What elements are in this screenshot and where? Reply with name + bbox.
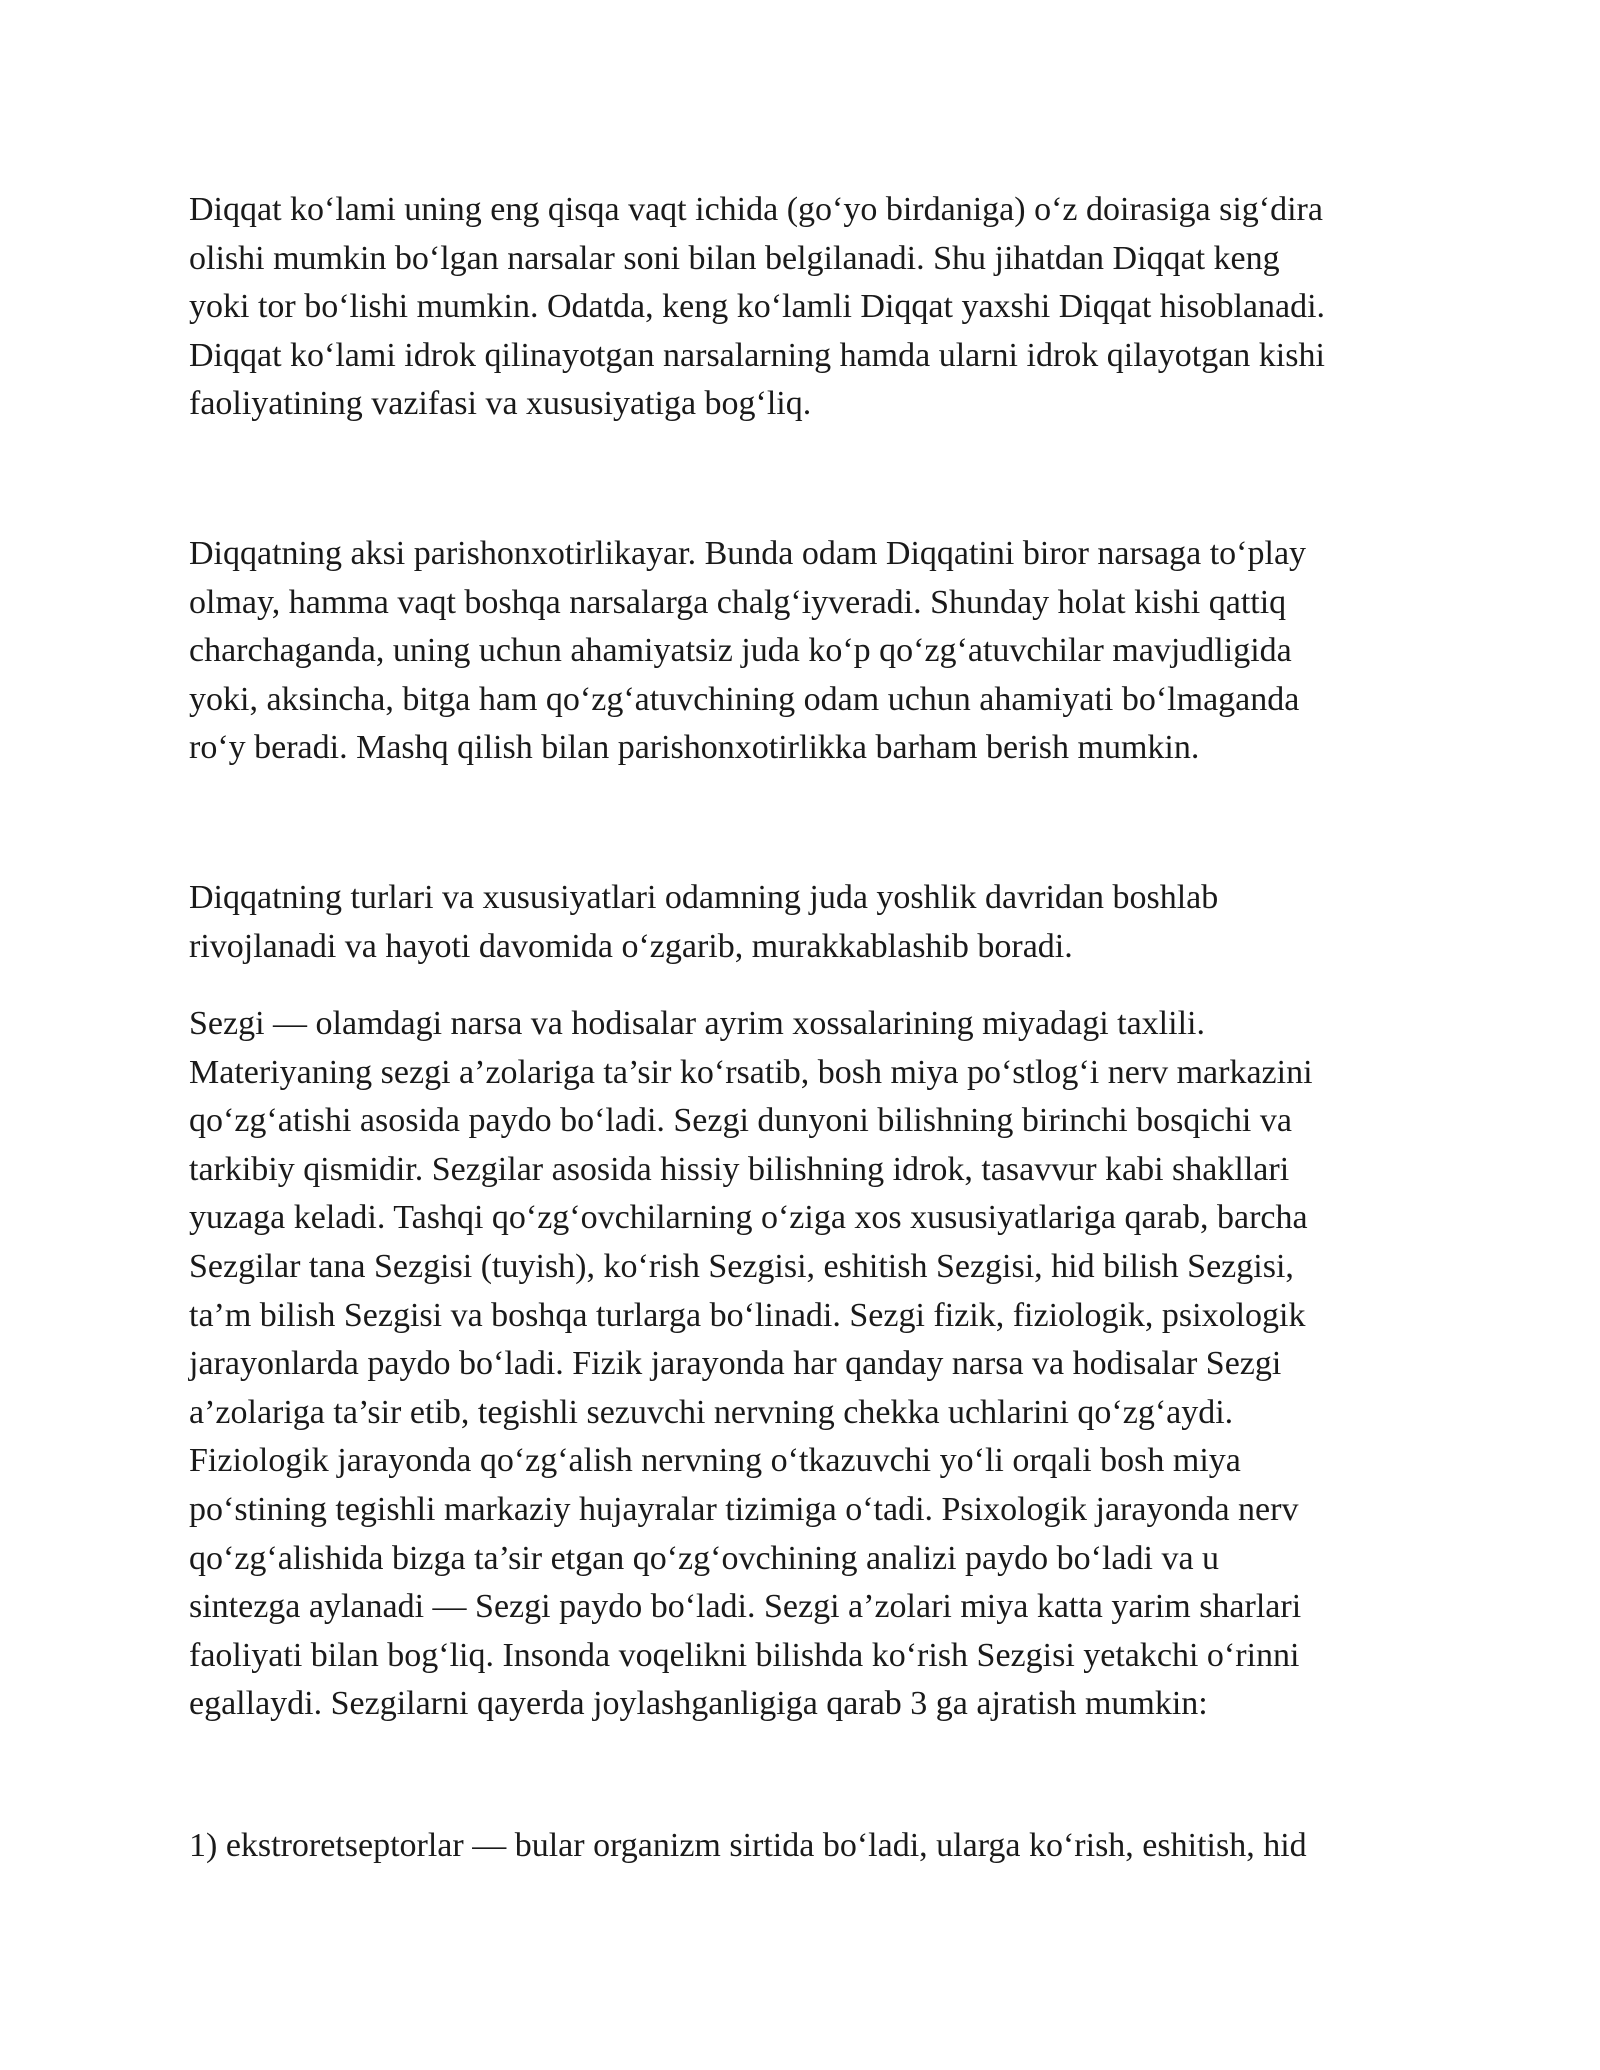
paragraph-absent-mindedness: [189, 530, 1429, 773]
text-line: po‘stining tegishli markaziy hujayralar tizimiga o‘tadi. Psixologik jarayonda nerv: [189, 1490, 1299, 1528]
text-line: rivojlanadi va hayoti davomida o‘zgarib, murakkablashib boradi.: [189, 927, 1073, 965]
text-line: qo‘zg‘alishida bizga ta’sir etgan qo‘zg‘ovchining analizi paydo bo‘ladi va u: [189, 1539, 1220, 1577]
text-line: olishi mumkin bo‘lgan narsalar soni bilan belgilanadi. Shu jihatdan Diqqat keng: [189, 239, 1280, 277]
paragraph-attention-types: [189, 874, 1429, 971]
text-line: Diqqatning turlari va xususiyatlari odamning juda yoshlik davridan boshlab: [189, 879, 1219, 916]
text-line: Materiyaning sezgi a’zolariga ta’sir ko‘rsatib, bosh miya po‘stlog‘i nerv markazini: [189, 1053, 1313, 1091]
text-line: charchaganda, uning uchun ahamiyatsiz juda ko‘p qo‘zg‘atuvchilar mavjudligida: [189, 632, 1292, 670]
text-line: egallaydi. Sezgilarni qayerda joylashganligiga qarab 3 ga ajratish mumkin:: [189, 1685, 1208, 1723]
text-line: Sezgi — olamdagi narsa va hodisalar ayrim xossalarining miyadagi taxlili.: [189, 1005, 1205, 1042]
text-line: qo‘zg‘atishi asosida paydo bo‘ladi. Sezgi dunyoni bilishning birinchi bosqichi va: [189, 1102, 1292, 1140]
text-line: ro‘y beradi. Mashq qilish bilan parishonxotirlikka barham berish mumkin.: [189, 729, 1200, 767]
text-line: ta’m bilish Sezgisi va boshqa turlarga bo‘linadi. Sezgi fizik, fiziologik, psixologik: [189, 1296, 1306, 1334]
paragraph-sensation: [189, 1000, 1429, 1729]
text-line: faoliyati bilan bog‘liq. Insonda voqelikni bilishda ko‘rish Sezgisi yetakchi o‘rinni: [189, 1636, 1300, 1674]
text-line: sintezga aylanadi — Sezgi paydo bo‘ladi. Sezgi a’zolari miya katta yarim sharlari: [189, 1588, 1302, 1626]
text-line: yuzaga keladi. Tashqi qo‘zg‘ovchilarning o‘ziga xos xususiyatlariga qarab, barcha: [189, 1199, 1308, 1237]
text-line: Diqqat ko‘lami idrok qilinayotgan narsalarning hamda ularni idrok qilayotgan kishi: [189, 336, 1325, 374]
text-line: faoliyatining vazifasi va xususiyatiga bog‘liq.: [189, 385, 812, 423]
text-line: jarayonlarda paydo bo‘ladi. Fizik jarayonda har qanday narsa va hodisalar Sezgi: [189, 1345, 1282, 1383]
text-line: Sezgilar tana Sezgisi (tuyish), ko‘rish Sezgisi, eshitish Sezgisi, hid bilish Sezgisi,: [189, 1247, 1294, 1285]
text-line: 1) ekstroretseptorlar — bular organizm sirtida bo‘ladi, ularga ko‘rish, eshitish, hid: [189, 1827, 1307, 1864]
text-line: yoki tor bo‘lishi mumkin. Odatda, keng ko‘lamli Diqqat yaxshi Diqqat hisoblanadi.: [189, 288, 1326, 326]
text-line: yoki, aksincha, bitga ham qo‘zg‘atuvchining odam uchun ahamiyati bo‘lmaganda: [189, 680, 1300, 718]
text-line: Diqqatning aksi parishonxotirlikayar. Bunda odam Diqqatini biror narsaga to‘play: [189, 535, 1307, 572]
text-line: tarkibiy qismidir. Sezgilar asosida hissiy bilishning idrok, tasavvur kabi shakllari: [189, 1150, 1290, 1188]
text-line: Diqqat ko‘lami uning eng qisqa vaqt ichida (go‘yo birdaniga) o‘z doirasiga sig‘dira: [189, 191, 1323, 228]
text-line: Fiziologik jarayonda qo‘zg‘alish nervning o‘tkazuvchi yo‘li orqali bosh miya: [189, 1442, 1241, 1480]
paragraph-exteroceptors: [189, 1822, 1429, 1871]
text-line: olmay, hamma vaqt boshqa narsalarga chalg‘iyveradi. Shunday holat kishi qattiq: [189, 583, 1287, 621]
text-line: a’zolariga ta’sir etib, tegishli sezuvchi nervning chekka uchlarini qo‘zg‘aydi.: [189, 1393, 1234, 1431]
paragraph-attention-span: [189, 186, 1429, 429]
